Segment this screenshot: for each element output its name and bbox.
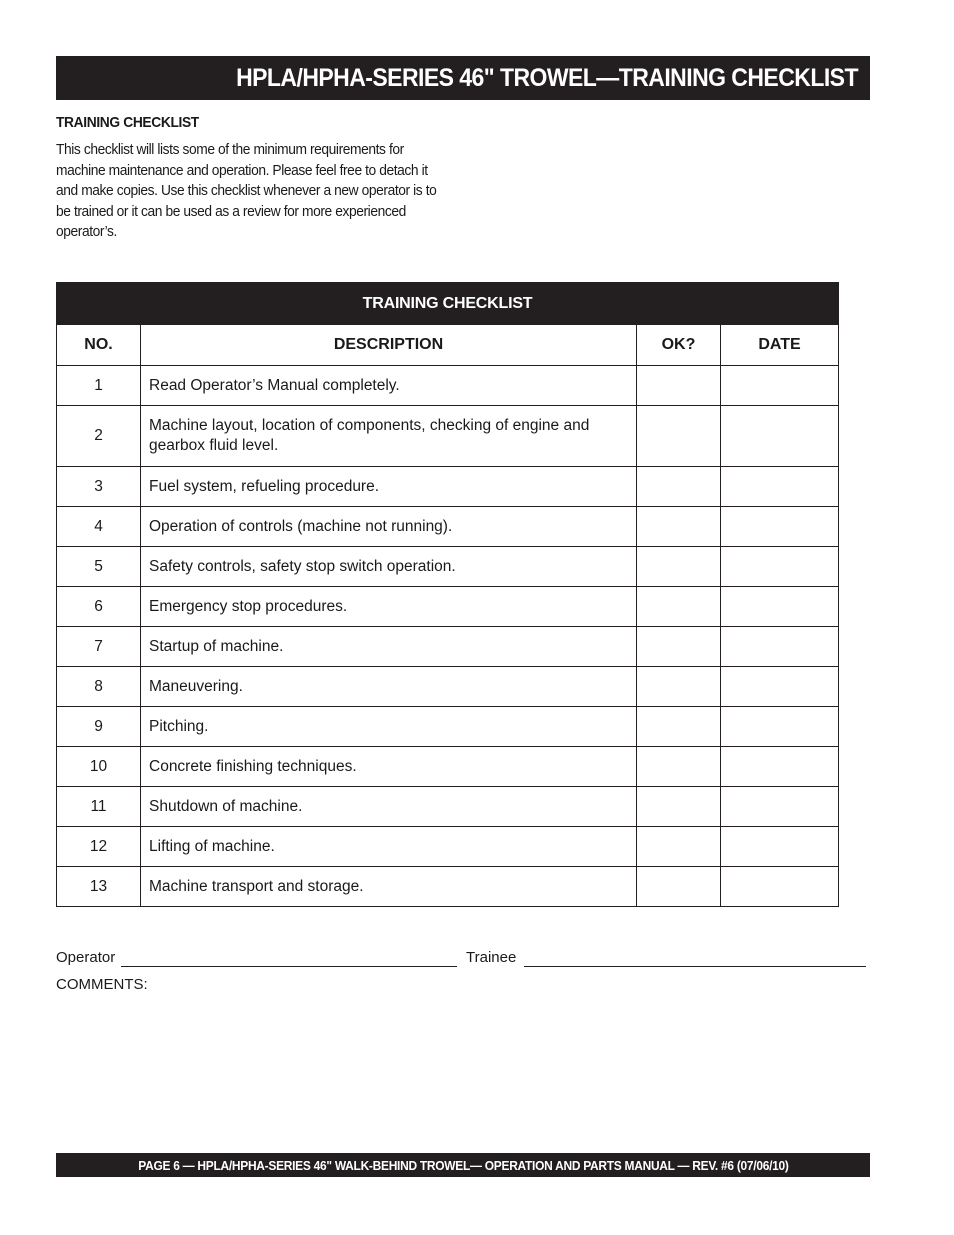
row-description: Maneuvering. bbox=[141, 667, 637, 707]
page-title: HPLA/HPHA-SERIES 46" TROWEL—TRAINING CHECKLIST bbox=[236, 63, 858, 92]
row-description: Machine transport and storage. bbox=[141, 867, 637, 907]
row-ok-cell[interactable] bbox=[637, 827, 721, 867]
signoff-row bbox=[56, 949, 870, 971]
row-ok-cell[interactable] bbox=[637, 667, 721, 707]
row-description: Shutdown of machine. bbox=[141, 787, 637, 827]
footer-text: PAGE 6 — HPLA/HPHA-SERIES 46" WALK-BEHIND TROWEL— OPERATION AND PARTS MANUAL — REV. #6 (07/06/10) bbox=[137, 1157, 789, 1173]
row-date-cell[interactable] bbox=[721, 827, 839, 867]
row-description: Concrete finishing techniques. bbox=[141, 747, 637, 787]
row-number: 3 bbox=[57, 467, 141, 507]
checklist-row bbox=[57, 587, 839, 627]
row-ok-cell[interactable] bbox=[637, 587, 721, 627]
row-date-cell[interactable] bbox=[721, 627, 839, 667]
row-description: Pitching. bbox=[141, 707, 637, 747]
row-ok-cell[interactable] bbox=[637, 507, 721, 547]
row-date-cell[interactable] bbox=[721, 587, 839, 627]
checklist-row bbox=[57, 467, 839, 507]
row-description: Safety controls, safety stop switch operation. bbox=[141, 547, 637, 587]
page-header-banner bbox=[56, 56, 870, 100]
operator-signature-line bbox=[121, 966, 457, 967]
row-number: 4 bbox=[57, 507, 141, 547]
row-date-cell[interactable] bbox=[721, 467, 839, 507]
row-number: 5 bbox=[57, 547, 141, 587]
row-ok-cell[interactable] bbox=[637, 867, 721, 907]
row-description: Read Operator’s Manual completely. bbox=[141, 366, 637, 406]
row-number: 2 bbox=[57, 406, 141, 467]
row-date-cell[interactable] bbox=[721, 406, 839, 467]
row-date-cell[interactable] bbox=[721, 667, 839, 707]
checklist-row bbox=[57, 827, 839, 867]
row-number: 6 bbox=[57, 587, 141, 627]
row-date-cell[interactable] bbox=[721, 366, 839, 406]
table-title: TRAINING CHECKLIST bbox=[57, 283, 839, 325]
checklist-row bbox=[57, 627, 839, 667]
checklist-row bbox=[57, 867, 839, 907]
row-number: 7 bbox=[57, 627, 141, 667]
checklist-row bbox=[57, 366, 839, 406]
row-description: Machine layout, location of components, checking of engine and gearbox fluid level. bbox=[141, 406, 637, 467]
column-header-date: DATE bbox=[721, 325, 839, 366]
row-number: 10 bbox=[57, 747, 141, 787]
checklist-row bbox=[57, 707, 839, 747]
row-description: Startup of machine. bbox=[141, 627, 637, 667]
row-ok-cell[interactable] bbox=[637, 707, 721, 747]
checklist-row bbox=[57, 406, 839, 467]
row-description: Fuel system, refueling procedure. bbox=[141, 467, 637, 507]
table-header-row bbox=[57, 325, 839, 366]
checklist-row bbox=[57, 747, 839, 787]
row-date-cell[interactable] bbox=[721, 867, 839, 907]
row-date-cell[interactable] bbox=[721, 547, 839, 587]
intro-paragraph: This checklist will lists some of the minimum requirements for machine maintenance and operation. Please feel free to detach it and make copies. Use this checklist whenever a new operator is to be trained or it can be used as a review for more experienced operator’s. bbox=[56, 141, 437, 240]
row-number: 9 bbox=[57, 707, 141, 747]
row-number: 13 bbox=[57, 867, 141, 907]
row-ok-cell[interactable] bbox=[637, 467, 721, 507]
column-header-description: DESCRIPTION bbox=[141, 325, 637, 366]
column-header-no: NO. bbox=[57, 325, 141, 366]
checklist-row bbox=[57, 787, 839, 827]
row-ok-cell[interactable] bbox=[637, 547, 721, 587]
row-date-cell[interactable] bbox=[721, 507, 839, 547]
row-ok-cell[interactable] bbox=[637, 366, 721, 406]
trainee-label: Trainee bbox=[466, 949, 517, 966]
checklist-body bbox=[57, 366, 839, 907]
operator-label: Operator bbox=[56, 949, 116, 966]
page-footer bbox=[56, 1153, 870, 1177]
checklist-row bbox=[57, 547, 839, 587]
row-number: 11 bbox=[57, 787, 141, 827]
trainee-signature-line bbox=[524, 966, 866, 967]
row-ok-cell[interactable] bbox=[637, 747, 721, 787]
row-number: 12 bbox=[57, 827, 141, 867]
row-date-cell[interactable] bbox=[721, 707, 839, 747]
row-date-cell[interactable] bbox=[721, 747, 839, 787]
row-ok-cell[interactable] bbox=[637, 787, 721, 827]
row-number: 8 bbox=[57, 667, 141, 707]
checklist-row bbox=[57, 667, 839, 707]
row-description: Emergency stop procedures. bbox=[141, 587, 637, 627]
training-checklist-table bbox=[56, 282, 839, 907]
comments-label: COMMENTS: bbox=[56, 976, 148, 993]
row-description: Operation of controls (machine not running). bbox=[141, 507, 637, 547]
section-heading: TRAINING CHECKLIST bbox=[56, 114, 199, 131]
table-title-row bbox=[57, 283, 839, 325]
checklist-row bbox=[57, 507, 839, 547]
row-description: Lifting of machine. bbox=[141, 827, 637, 867]
row-date-cell[interactable] bbox=[721, 787, 839, 827]
row-ok-cell[interactable] bbox=[637, 627, 721, 667]
row-number: 1 bbox=[57, 366, 141, 406]
column-header-ok: OK? bbox=[637, 325, 721, 366]
row-ok-cell[interactable] bbox=[637, 406, 721, 467]
